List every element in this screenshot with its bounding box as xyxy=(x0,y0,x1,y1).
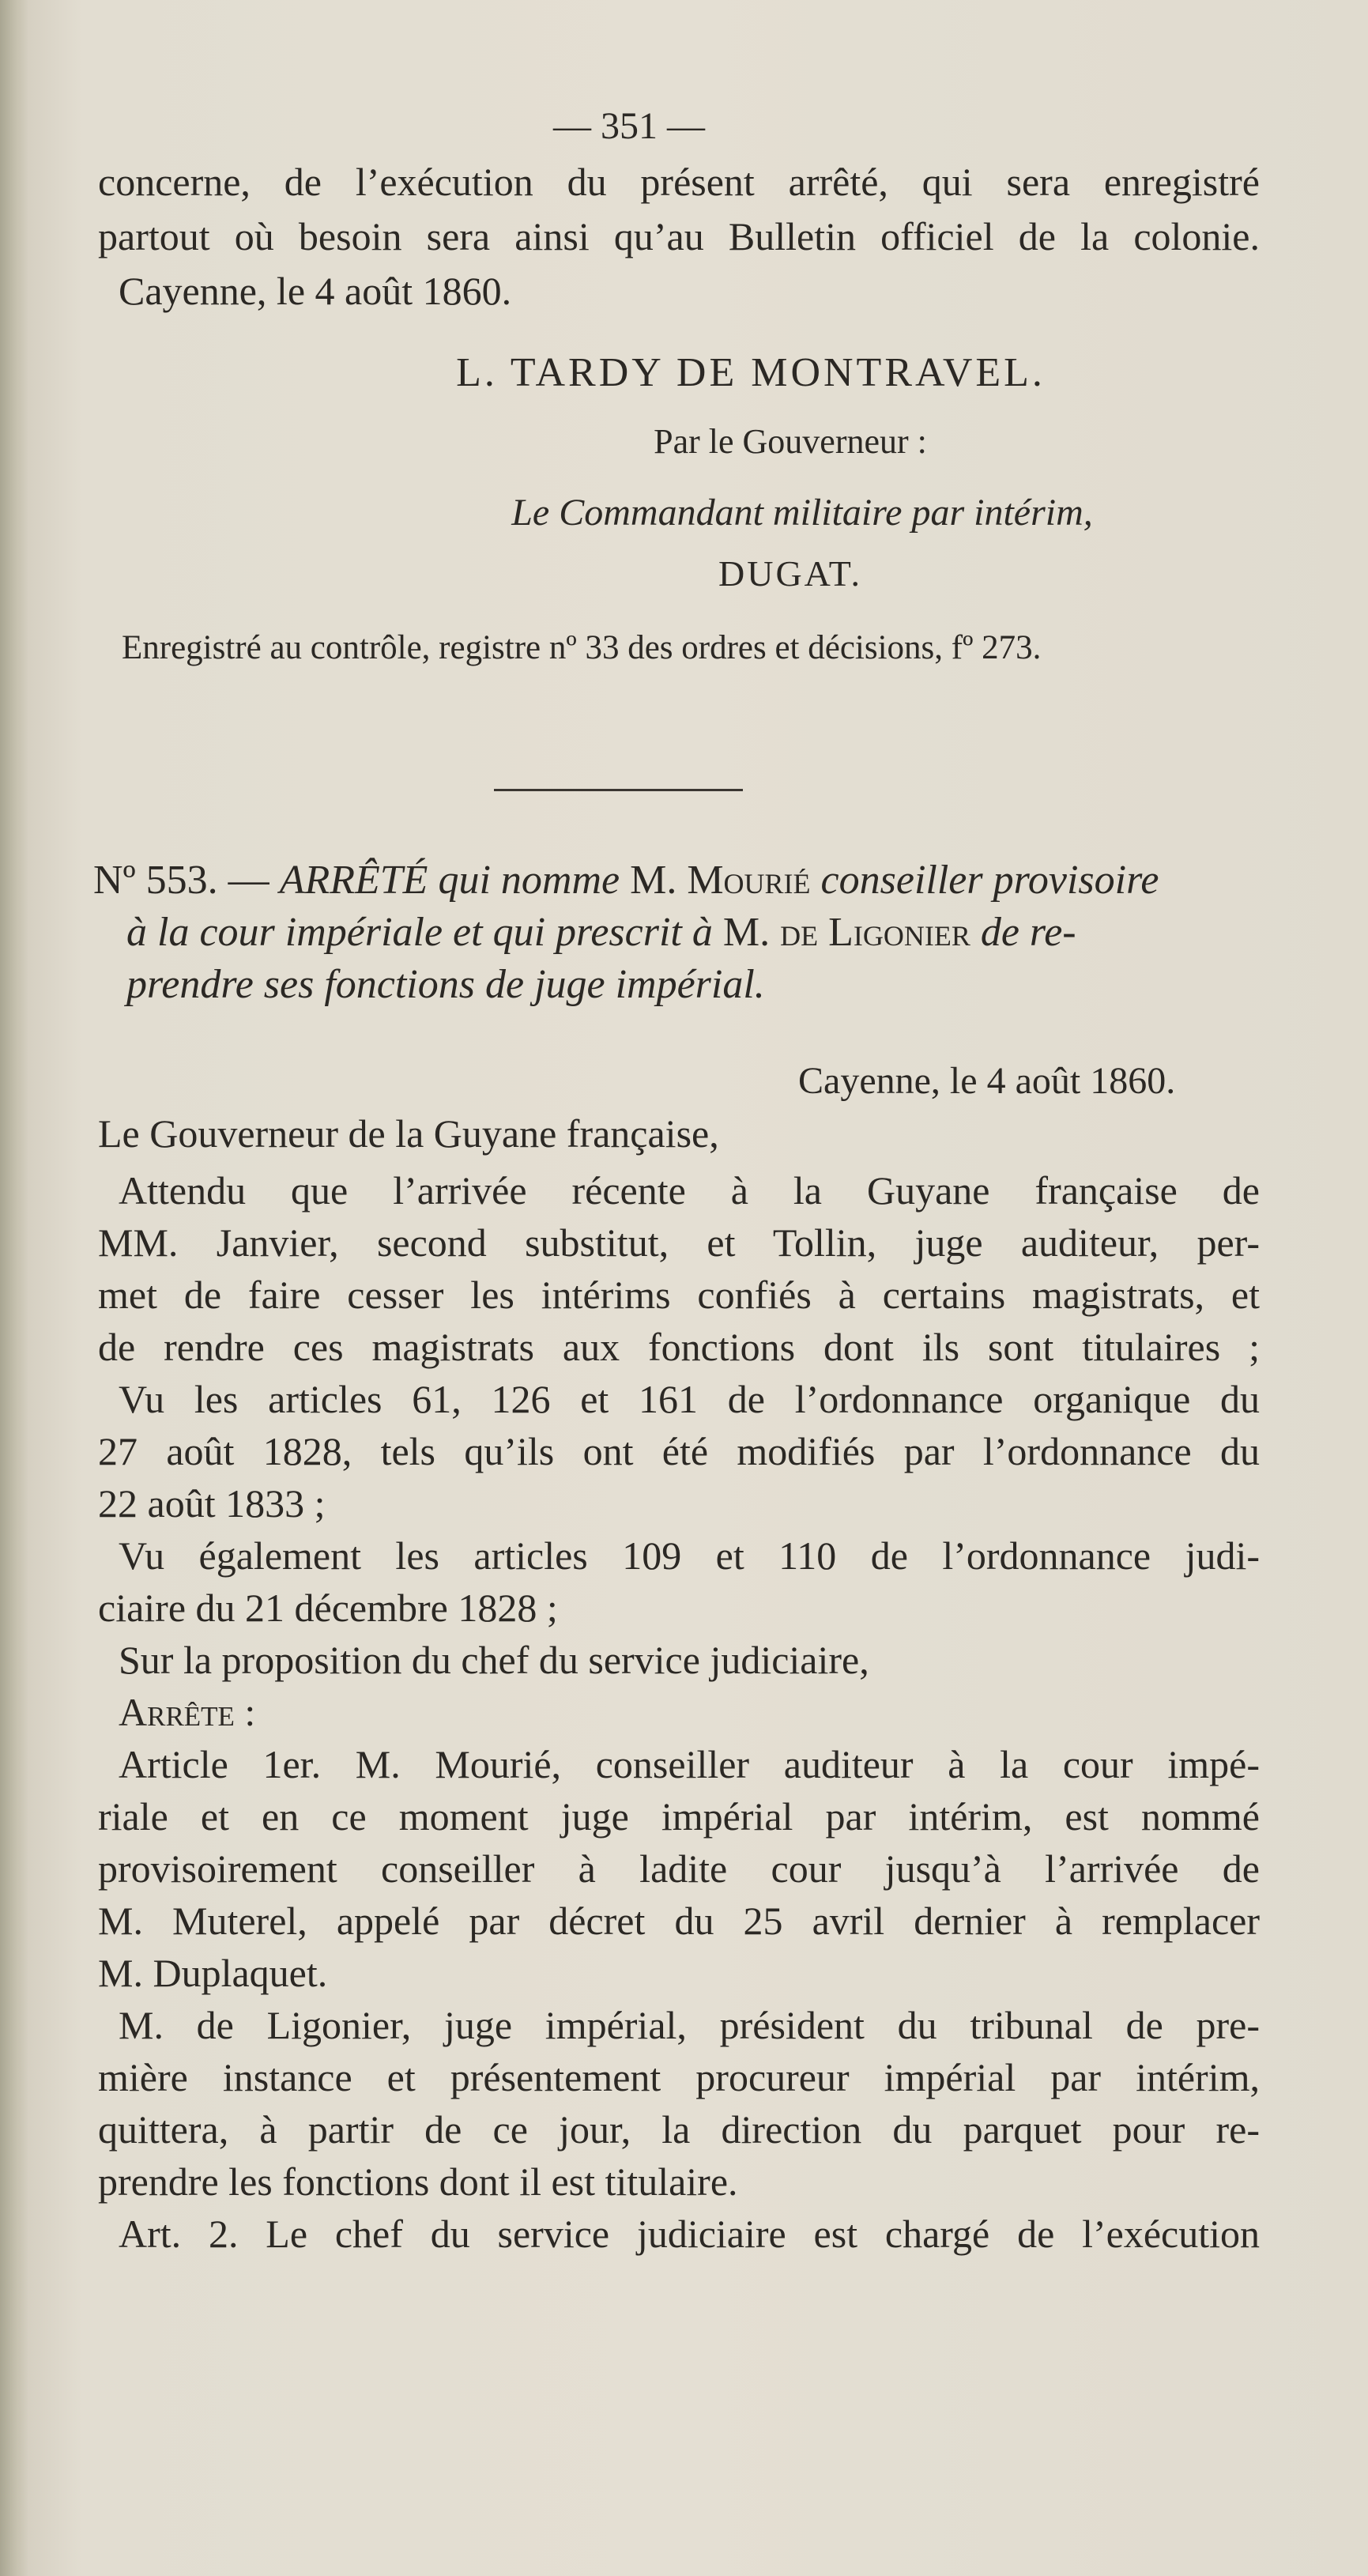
text-line: mière instance et présentement procureur impérial par intérim, xyxy=(98,2055,1260,2099)
text-line: Vu les articles 61, 126 et 161 de l’ordonnance organique du xyxy=(119,1377,1260,1421)
signature-name: L. TARDY DE MONTRAVEL. xyxy=(456,350,1046,395)
date-line: Cayenne, le 4 août 1860. xyxy=(798,1060,1176,1102)
signature-title: Le Commandant militaire par intérim, xyxy=(511,492,1093,534)
arrete-number: Nº 553. — xyxy=(93,858,269,903)
arrete-heading: à la cour impériale et qui prescrit à M. de Ligonier de re- xyxy=(126,910,1076,955)
text-line: riale et en ce moment juge impérial par intérim, est nommé xyxy=(98,1794,1260,1839)
book-spine-shadow xyxy=(0,0,28,2576)
text-line: M. Muterel, appelé par décret du 25 avril dernier à remplacer xyxy=(98,1899,1260,1943)
text-line: concerne, de l’exécution du présent arrêté, qui sera enregistré xyxy=(98,160,1260,204)
text-line: MM. Janvier, second substitut, et Tollin, juge auditeur, per- xyxy=(98,1220,1260,1265)
text-line: provisoirement conseiller à ladite cour jusqu’à l’arrivée de xyxy=(98,1846,1260,1891)
section-divider xyxy=(494,789,743,791)
text-line: 22 août 1833 ; xyxy=(98,1481,326,1526)
date-line: Cayenne, le 4 août 1860. xyxy=(119,269,512,313)
text-line: Article 1er. M. Mourié, conseiller auditeur à la cour impé- xyxy=(119,1742,1260,1786)
signature-title: Par le Gouverneur : xyxy=(654,422,927,461)
text-line: prendre les fonctions dont il est titulaire. xyxy=(98,2159,738,2204)
text-line: Vu également les articles 109 et 110 de l’ordonnance judi- xyxy=(119,1533,1260,1578)
gouverneur-line: Le Gouverneur de la Guyane française, xyxy=(98,1111,719,1156)
text-line: met de faire cesser les intérims confiés à certains magistrats, et xyxy=(98,1273,1260,1317)
heading-word: ARRÊTÉ xyxy=(279,858,428,903)
text-line: Art. 2. Le chef du service judiciaire est chargé de l’exécution xyxy=(119,2212,1260,2256)
page-number: — 351 — xyxy=(553,105,705,147)
text-line: quittera, à partir de ce jour, la direction du parquet pour re- xyxy=(98,2107,1260,2152)
text-line: M. Duplaquet. xyxy=(98,1951,328,1995)
text-line: partout où besoin sera ainsi qu’au Bulletin officiel de la colonie. xyxy=(98,214,1260,258)
arrete-heading: prendre ses fonctions de juge impérial. xyxy=(126,962,765,1007)
arrete-keyword: Arrête : xyxy=(119,1690,256,1734)
arrete-heading: Nº 553. — ARRÊTÉ qui nomme M. Mourié conseiller provisoire xyxy=(93,858,1159,903)
text-line: Sur la proposition du chef du service judiciaire, xyxy=(119,1638,869,1682)
text-line: 27 août 1828, tels qu’ils ont été modifiés par l’ordonnance du xyxy=(98,1429,1260,1473)
person-name: M. Mourié xyxy=(630,858,811,903)
signature-name: DUGAT. xyxy=(718,553,862,594)
text-line: Attendu que l’arrivée récente à la Guyane française de xyxy=(119,1168,1260,1213)
text-line: de rendre ces magistrats aux fonctions dont ils sont titulaires ; xyxy=(98,1325,1260,1369)
registration-note: Enregistré au contrôle, registre nº 33 des ordres et décisions, fº 273. xyxy=(122,629,1042,666)
text-line: M. de Ligonier, juge impérial, président du tribunal de pre- xyxy=(119,2003,1260,2047)
text-line: ciaire du 21 décembre 1828 ; xyxy=(98,1586,558,1630)
person-name: M. de Ligonier xyxy=(722,910,970,955)
